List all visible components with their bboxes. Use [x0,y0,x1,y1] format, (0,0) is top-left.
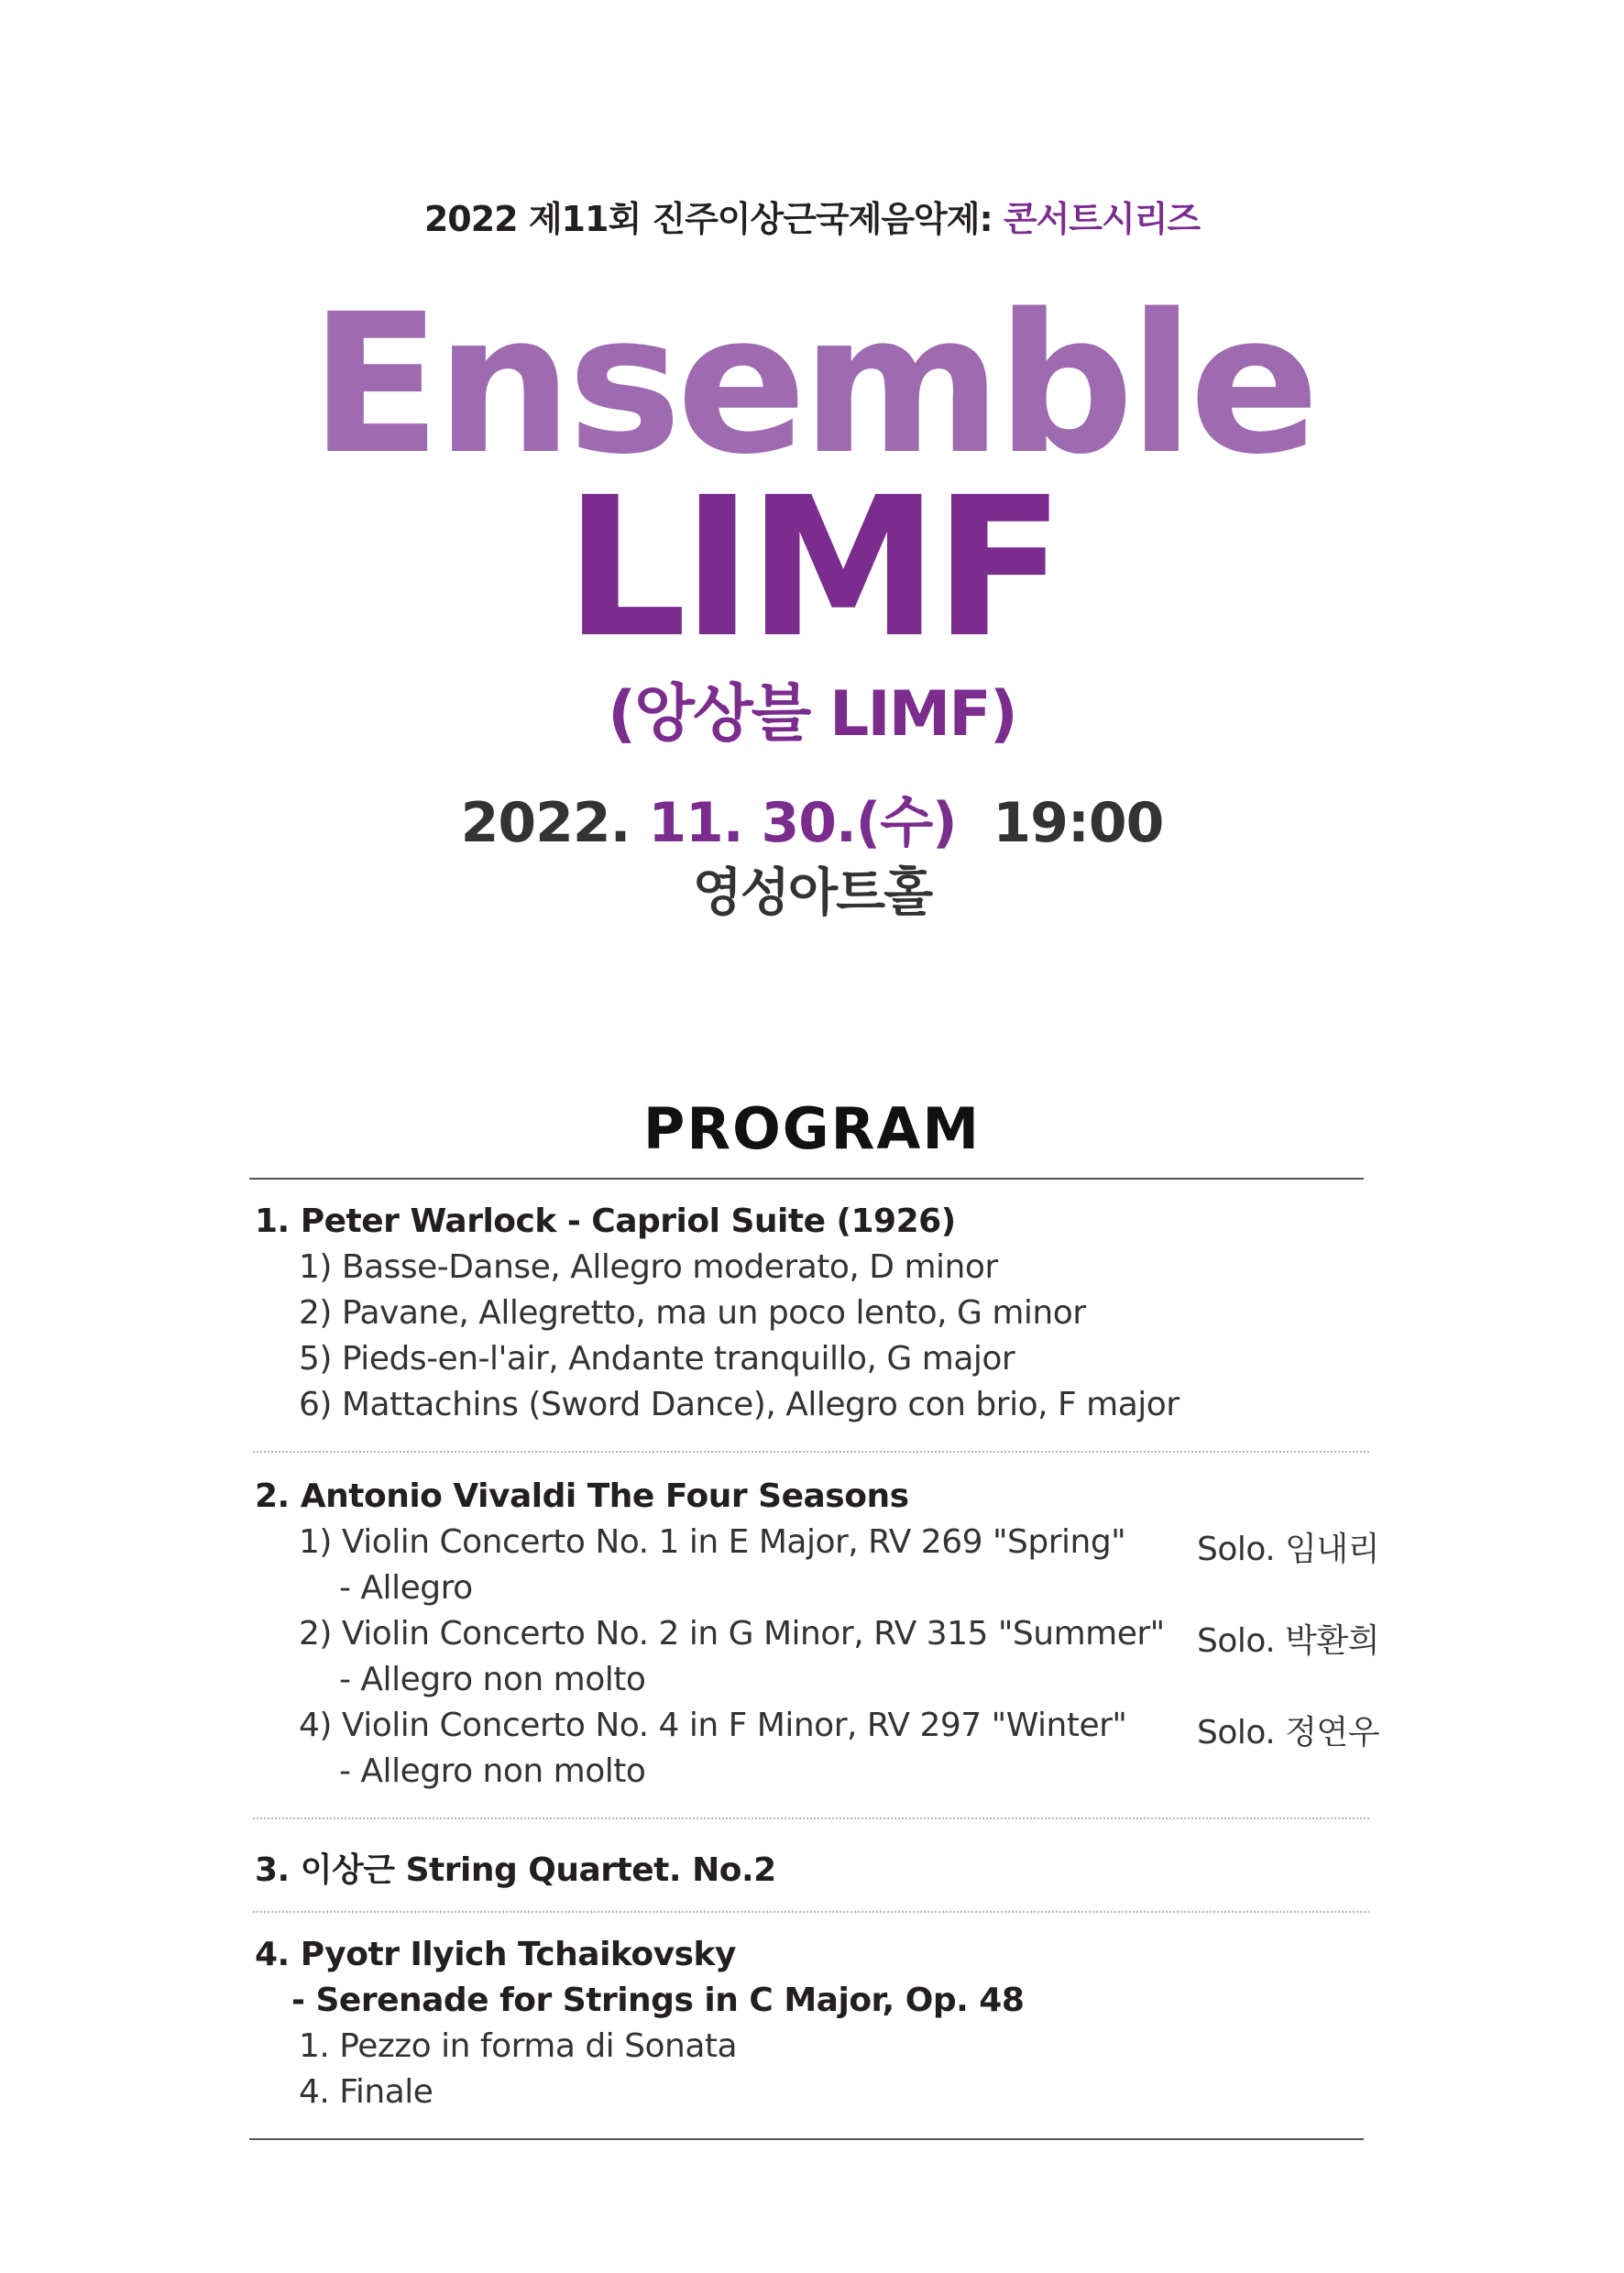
program-item-1-movement: 1) Basse-Danse, Allegro moderato, D minor [299,1248,998,1286]
festival-series: 콘서트시리즈 [1003,199,1201,239]
program-item-2-movement: 2) Violin Concerto No. 2 in G Minor, RV 315 "Summer" [299,1615,1165,1653]
festival-name: 2022 제11회 진주이상근국제음악제: [423,199,993,239]
title-limf: LIMF [564,456,1060,680]
concert-time: 19:00 [993,791,1164,855]
dotted-divider [253,1911,1369,1913]
soloist: Solo. 임내리 [1197,1531,1379,1568]
program-item-2-movement: 4) Violin Concerto No. 4 in F Minor, RV 297 "Winter" [299,1707,1127,1744]
movement-tempo: - Allegro non molto [339,1752,646,1790]
program-bottom-rule [249,2138,1364,2140]
program-item-2-movement: 1) Violin Concerto No. 1 in E Major, RV 269 "Spring" [299,1523,1126,1561]
program-item-4-title: 4. Pyotr Ilyich Tchaikovsky [255,1936,736,1973]
program-item-1-movement: 2) Pavane, Allegretto, ma un poco lento, G minor [299,1294,1086,1332]
movement-tempo: - Allegro non molto [339,1661,646,1698]
program-item-2-title: 2. Antonio Vivaldi The Four Seasons [255,1477,909,1515]
program-item-4-movement: 4. Finale [299,2073,433,2111]
program-item-3-title: 3. 이상근 String Quartet. No.2 [255,1851,776,1889]
program-heading: PROGRAM [642,1095,982,1162]
date-day: 11. 30.(수) [648,791,957,855]
soloist: Solo. 박환희 [1197,1622,1379,1660]
title-korean: (앙상블 LIMF) [608,678,1016,751]
program-item-1-movement: 6) Mattachins (Sword Dance), Allegro con brio, F major [299,1386,1180,1423]
program-top-rule [249,1178,1364,1180]
title-ensemble: Ensemble [310,272,1314,497]
dotted-divider [253,1817,1369,1819]
program-item-1-movement: 5) Pieds-en-l'air, Andante tranquillo, G major [299,1340,1015,1378]
dotted-divider [253,1451,1369,1453]
date-year: 2022. [460,791,631,855]
movement-tempo: - Allegro [339,1569,473,1607]
program-item-4-subtitle: - Serenade for Strings in C Major, Op. 48 [291,1982,1025,2019]
soloist: Solo. 정연우 [1197,1714,1379,1751]
festival-line [0,191,1624,241]
venue: 영성아트홀 [692,863,932,923]
program-item-4-movement: 1. Pezzo in forma di Sonata [299,2027,738,2065]
concert-date [0,779,1624,858]
program-item-1-title: 1. Peter Warlock - Capriol Suite (1926) [255,1202,956,1240]
